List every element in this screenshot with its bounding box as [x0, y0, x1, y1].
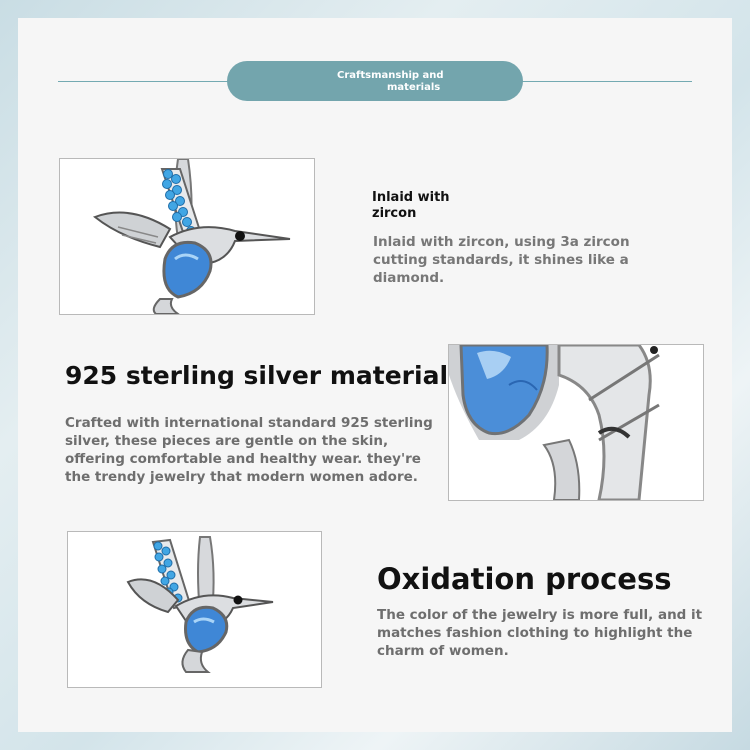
section-header-label-line2: materials [387, 82, 441, 93]
silver-material-description: Crafted with international standard 925 sterling silver, these pieces are gentle on the skin, offering comfortable and healthy wear. they're the trendy jewelry that modern women adore. [65, 415, 433, 485]
silver-closeup-image [448, 344, 704, 501]
header-divider-left [58, 81, 228, 82]
silver-material-title: 925 sterling silver material [65, 361, 449, 390]
section-header-label-line1: Craftsmanship and [337, 70, 444, 81]
zircon-title: Inlaid with zircon [372, 190, 450, 221]
oxidation-product-image [67, 531, 322, 688]
section-header-pill [227, 61, 523, 101]
oxidation-title: Oxidation process [377, 562, 672, 596]
pendant-closeup-icon [449, 345, 703, 500]
oxidation-description: The color of the jewelry is more full, and it matches fashion clothing to highlight the charm of women. [377, 607, 703, 659]
hummingbird-pendant-icon [60, 159, 314, 314]
zircon-description: Inlaid with zircon, using 3a zircon cutting standards, it shines like a diamond. [373, 234, 630, 286]
header-divider-right [522, 81, 692, 82]
zircon-product-image [59, 158, 315, 315]
hummingbird-pendant-icon [68, 532, 321, 687]
